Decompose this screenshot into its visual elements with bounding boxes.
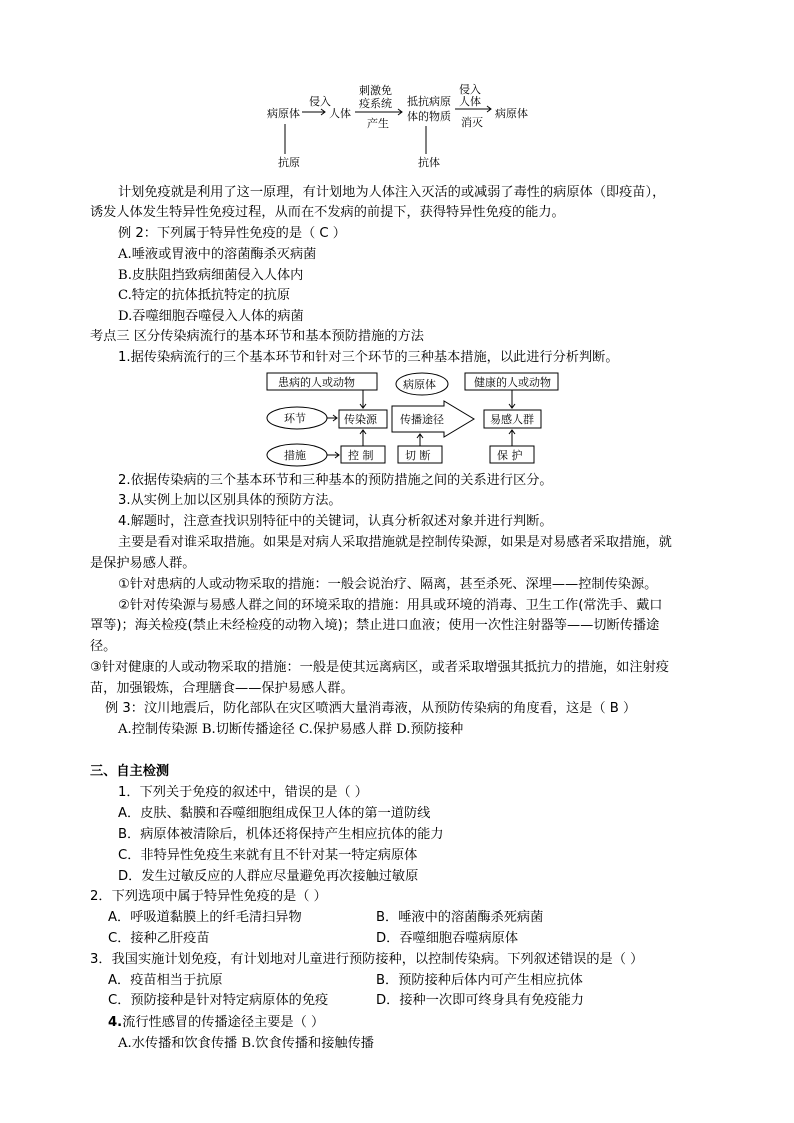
q3-option-c: C．预防接种是针对特定病原体的免疫 <box>108 993 329 1008</box>
diagram2-cut: 切 断 <box>405 449 431 462</box>
diagram2-control: 控 制 <box>348 449 374 462</box>
q3-stem: 3．我国实施计划免疫，有计划地对儿童进行预防接种，以控制传染病。下列叙述错误的是（ ） <box>90 952 644 967</box>
q2-option-d: D．吞噬细胞吞噬病原体 <box>376 931 519 946</box>
example2-option-b: B.皮肤阻挡致病细菌侵入人体内 <box>118 268 304 283</box>
measure-3-line-2: 苗，加强锻炼，合理膳食——保护易感人群。 <box>90 681 354 696</box>
measure-1: ①针对患病的人或动物采取的措施：一般会说治疗、隔离，甚至杀死、深埋——控制传染源。 <box>118 577 658 592</box>
q3-option-d: D．接种一次即可终身具有免疫能力 <box>376 993 584 1008</box>
diagram2-link: 环节 <box>284 412 306 425</box>
immune-process-diagram <box>255 80 545 174</box>
diagram2-protect: 保 护 <box>497 449 523 462</box>
intro-line-2: 诱发人体发生特异性免疫过程，从而在不发病的前提下，获得特异性免疫的能力。 <box>90 205 565 220</box>
point-4: 4.解题时，注意查找识别特征中的关键词，认真分析叙述对象并进行判断。 <box>118 514 553 529</box>
diagram1-antibody: 抗体 <box>418 156 440 169</box>
q1-option-d: D．发生过敏反应的人群应尽量避免再次接触过敏原 <box>118 869 419 884</box>
diagram1-resist-2: 体的物质 <box>407 110 451 123</box>
diagram1-eliminate: 消灭 <box>461 116 483 129</box>
measure-2-line-1: ②针对传染源与易感人群之间的环境采取的措施：用具或环境的消毒、卫生工作(常洗手、戴口 <box>118 598 663 613</box>
q2-option-a: A．呼吸道黏膜上的纤毛清扫异物 <box>108 910 302 925</box>
diagram1-pathogen-left: 病原体 <box>267 107 300 120</box>
q3-option-b: B．预防接种后体内可产生相应抗体 <box>376 973 583 988</box>
q2-stem: 2．下列选项中属于特异性免疫的是（ ） <box>90 889 327 904</box>
point-2: 2.依据传染病的三个基本环节和三种基本的预防措施之间的关系进行区分。 <box>118 473 553 488</box>
example2-option-c: C.特定的抗体抵抗特定的抗原 <box>118 288 291 303</box>
measure-2-line-2: 罩等)；海关检疫(禁止未经检疫的动物入境)；禁止进口血液；使用一次性注射器等——切断传播途 <box>90 618 660 633</box>
q1-stem: 1．下列关于免疫的叙述中，错误的是（ ） <box>118 785 368 800</box>
diagram2-source: 传染源 <box>344 413 377 426</box>
diagram1-stimulate-1: 刺激免 <box>359 84 392 97</box>
example2-option-d: D.吞噬细胞吞噬侵入人体的病菌 <box>118 309 304 324</box>
q1-option-a: A．皮肤、黏膜和吞噬细胞组成保卫人体的第一道防线 <box>118 806 431 821</box>
diagram2-route: 传播途径 <box>400 413 444 426</box>
q1-option-b: B．病原体被清除后，机体还将保持产生相应抗体的能力 <box>118 827 444 842</box>
epidemic-links-diagram <box>262 370 562 468</box>
intro-line-1: 计划免疫就是利用了这一原理，有计划地为人体注入灭活的或减弱了毒性的病原体（即疫苗）， <box>118 185 666 200</box>
diagram1-stimulate-2: 疫系统 <box>359 97 392 110</box>
q1-option-c: C．非特异性免疫生来就有且不针对某一特定病原体 <box>118 848 418 863</box>
diagram1-produce: 产生 <box>367 117 389 130</box>
diagram1-invade-body-2: 人体 <box>459 95 481 108</box>
main-idea-line-2: 是保护易感人群。 <box>90 556 196 571</box>
section3-title: 考点三 区分传染病流行的基本环节和基本预防措施的方法 <box>90 329 424 344</box>
example3-options: A.控制传染源 B.切断传播途径 C.保护易感人群 D.预防接种 <box>118 722 464 737</box>
diagram1-pathogen-right: 病原体 <box>495 107 528 120</box>
measure-2-line-3: 径。 <box>90 639 117 654</box>
q2-option-c: C．接种乙肝疫苗 <box>108 931 210 946</box>
q4-number: 4. <box>108 1015 123 1030</box>
measure-3-line-1: ③针对健康的人或动物采取的措施：一般是使其远离病区，或者采取增强其抵抗力的措施，如注射疫 <box>90 660 669 675</box>
point-3: 3.从实例上加以区别具体的预防方法。 <box>118 493 342 508</box>
example2-question: 例 2：下列属于特异性免疫的是（ C ） <box>118 226 346 241</box>
example3-question: 例 3：汶川地震后，防化部队在灾区喷洒大量消毒液，从预防传染病的角度看，这是（ B ） <box>105 701 637 716</box>
q3-option-a: A．疫苗相当于抗原 <box>108 973 223 988</box>
q4-options: A.水传播和饮食传播 B.饮食传播和接触传播 <box>118 1036 374 1051</box>
diagram1-invade: 侵入 <box>309 95 331 108</box>
q4-text: 流行性感冒的传播途径主要是（ ） <box>122 1015 325 1030</box>
diagram1-invade-body-1: 侵入 <box>459 83 481 96</box>
diagram1-human: 人体 <box>329 107 351 120</box>
diagram2-healthy: 健康的人或动物 <box>474 376 551 389</box>
section3-point1: 1.据传染病流行的三个基本环节和针对三个环节的三种基本措施，以此进行分析判断。 <box>118 350 619 365</box>
q4-stem <box>108 1013 324 1033</box>
diagram2-measure: 措施 <box>284 449 306 462</box>
example2-option-a: A.唾液或胃液中的溶菌酶杀灭病菌 <box>118 247 317 262</box>
q2-option-b: B．唾液中的溶菌酶杀死病菌 <box>376 910 544 925</box>
main-idea-line-1: 主要是看对谁采取措施。如果是对病人采取措施就是控制传染源，如果是对易感者采取措施，就 <box>118 535 672 550</box>
diagram2-sick: 患病的人或动物 <box>278 376 355 389</box>
self-check-title: 三、自主检测 <box>90 764 170 779</box>
diagram1-antigen: 抗原 <box>278 156 300 169</box>
diagram2-pathogen: 病原体 <box>403 378 436 391</box>
diagram1-resist-1: 抵抗病原 <box>407 95 451 108</box>
diagram2-susceptible: 易感人群 <box>490 413 534 426</box>
